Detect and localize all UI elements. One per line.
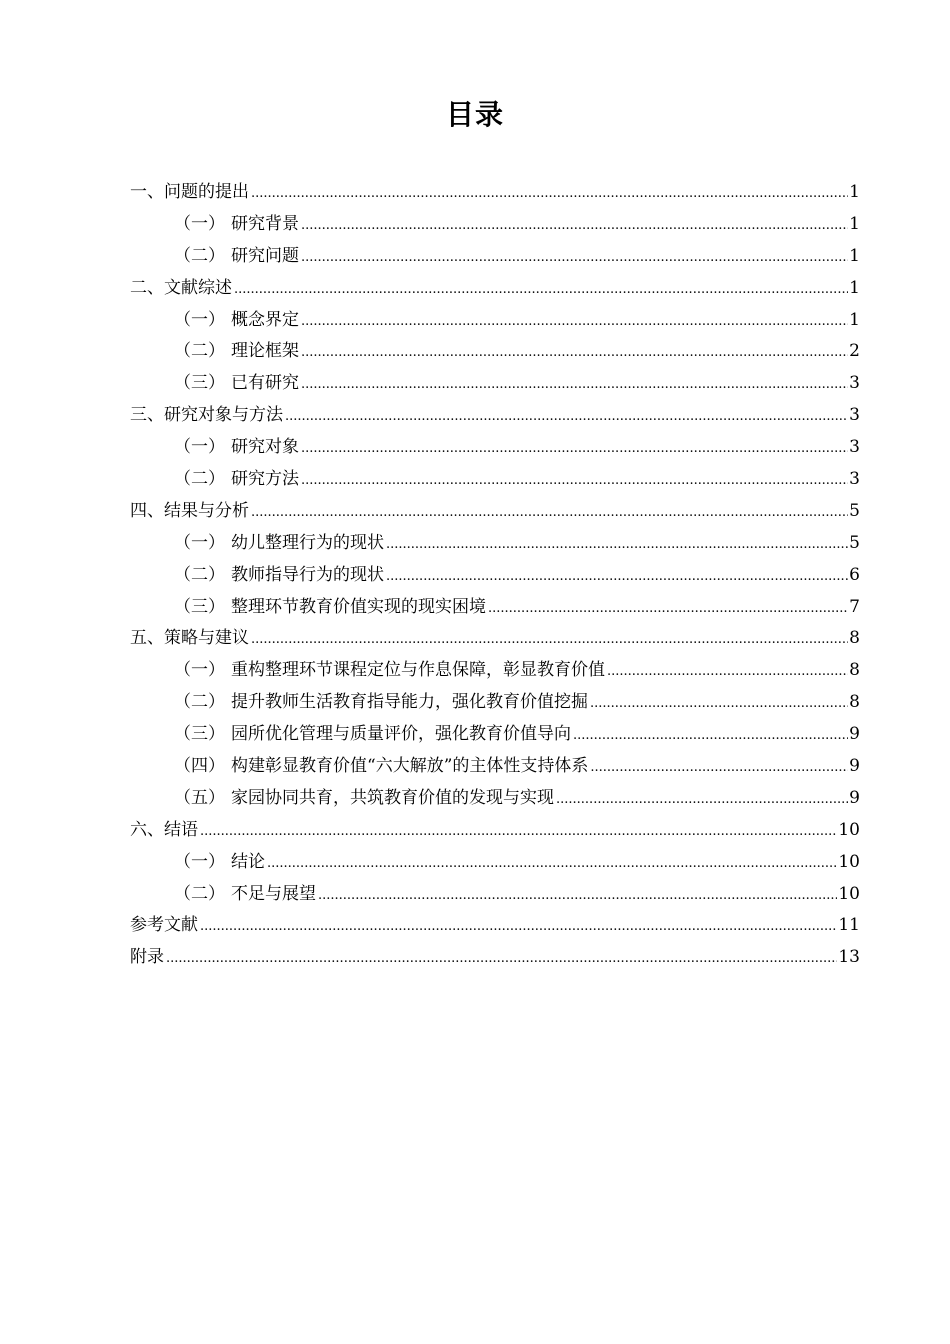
toc-entry-section[interactable]	[130, 910, 860, 942]
toc-entry-number: （一）	[174, 660, 225, 681]
toc-dot-leader	[267, 848, 837, 880]
toc-page-number: 1	[849, 309, 860, 330]
toc-dot-leader	[285, 401, 848, 433]
toc-page-number: 2	[849, 341, 860, 362]
toc-entry-number: （一）	[174, 532, 225, 553]
toc-entry-text: 提升教师生活教育指导能力，强化教育价值挖掘	[231, 692, 588, 713]
toc-dot-leader	[234, 274, 848, 306]
toc-entry-label	[174, 336, 299, 368]
toc-entry-text: 重构整理环节课程定位与作息保障，彰显教育价值	[231, 660, 605, 681]
toc-entry-section[interactable]	[130, 942, 860, 974]
toc-entry-label	[174, 305, 299, 337]
toc-entry-number: （三）	[174, 724, 225, 745]
toc-page-number: 9	[849, 787, 860, 808]
toc-entry-text: 附录	[130, 947, 164, 968]
toc-dot-leader	[200, 911, 837, 943]
toc-entry-label	[130, 910, 198, 942]
toc-entry-subsection[interactable]	[130, 783, 860, 815]
toc-entry-label	[130, 815, 198, 847]
toc-entry-label	[174, 751, 588, 783]
toc-entry-text: 五、策略与建议	[130, 628, 249, 649]
toc-entry-text: 三、研究对象与方法	[130, 405, 283, 426]
toc-entry-subsection[interactable]	[130, 432, 860, 464]
toc-page-number: 10	[838, 819, 860, 840]
toc-dot-leader	[556, 784, 848, 816]
toc-page-number: 8	[849, 692, 860, 713]
toc-entry-section[interactable]	[130, 815, 860, 847]
toc-entry-label	[174, 879, 316, 911]
toc-dot-leader	[301, 210, 848, 242]
toc-entry-section[interactable]	[130, 273, 860, 305]
toc-entry-number: （三）	[174, 373, 225, 394]
toc-dot-leader	[251, 178, 848, 210]
toc-entry-label	[174, 241, 299, 273]
toc-page-number: 1	[849, 245, 860, 266]
toc-entry-subsection[interactable]	[130, 528, 860, 560]
toc-page-number: 1	[849, 213, 860, 234]
toc-dot-leader	[573, 720, 848, 752]
toc-entry-text: 研究问题	[231, 245, 299, 266]
toc-entry-label	[174, 655, 605, 687]
toc-entry-subsection[interactable]	[130, 719, 860, 751]
toc-entry-number: （二）	[174, 341, 225, 362]
toc-entry-subsection[interactable]	[130, 847, 860, 879]
table-of-contents	[130, 177, 860, 974]
toc-entry-text: 结论	[231, 851, 265, 872]
toc-dot-leader	[590, 688, 848, 720]
toc-dot-leader	[301, 369, 848, 401]
toc-entry-subsection[interactable]	[130, 305, 860, 337]
toc-entry-label	[174, 528, 384, 560]
toc-entry-text: 概念界定	[231, 309, 299, 330]
toc-page-number: 5	[849, 500, 860, 521]
toc-entry-text: 研究对象	[231, 437, 299, 458]
toc-entry-text: 教师指导行为的现状	[231, 564, 384, 585]
toc-entry-label	[174, 368, 299, 400]
toc-page-number: 3	[849, 405, 860, 426]
toc-entry-text: 园所优化管理与质量评价，强化教育价值导向	[231, 724, 571, 745]
toc-entry-number: （一）	[174, 213, 225, 234]
toc-dot-leader	[301, 337, 848, 369]
toc-entry-number: （二）	[174, 883, 225, 904]
toc-dot-leader	[301, 465, 848, 497]
toc-dot-leader	[301, 433, 848, 465]
toc-entry-label	[130, 400, 283, 432]
toc-entry-label	[130, 273, 232, 305]
toc-entry-number: （二）	[174, 564, 225, 585]
toc-entry-text: 一、问题的提出	[130, 182, 249, 202]
toc-entry-label	[174, 432, 299, 464]
toc-dot-leader	[200, 816, 837, 848]
toc-entry-label	[130, 623, 249, 655]
toc-entry-text: 六、结语	[130, 819, 198, 840]
toc-dot-leader	[590, 752, 848, 784]
toc-page-number: 3	[849, 373, 860, 394]
toc-dot-leader	[251, 624, 848, 656]
toc-entry-subsection[interactable]	[130, 336, 860, 368]
toc-page-number: 13	[838, 947, 860, 968]
toc-page-number: 3	[849, 469, 860, 490]
toc-entry-number: （五）	[174, 787, 225, 808]
toc-entry-label	[130, 177, 249, 209]
toc-page-number: 11	[838, 915, 860, 936]
toc-page-number: 1	[849, 277, 860, 298]
toc-entry-number: （三）	[174, 596, 225, 617]
toc-entry-section[interactable]	[130, 177, 860, 209]
toc-entry-text: 参考文献	[130, 915, 198, 936]
toc-entry-section[interactable]	[130, 623, 860, 655]
toc-entry-text: 幼儿整理行为的现状	[231, 532, 384, 553]
toc-entry-number: （二）	[174, 469, 225, 490]
toc-entry-label	[174, 783, 554, 815]
toc-page-number: 10	[838, 851, 860, 872]
toc-entry-subsection[interactable]	[130, 655, 860, 687]
toc-title: 目录	[445, 98, 504, 131]
toc-dot-leader	[386, 561, 848, 593]
toc-dot-leader	[318, 880, 837, 912]
toc-entry-text: 理论框架	[231, 341, 299, 362]
toc-entry-number: （二）	[174, 692, 225, 713]
toc-page-number: 8	[849, 660, 860, 681]
toc-entry-label	[174, 464, 299, 496]
toc-entry-subsection[interactable]	[130, 592, 860, 624]
toc-page-number: 7	[849, 596, 860, 617]
toc-entry-number: （四）	[174, 756, 225, 777]
toc-dot-leader	[488, 593, 848, 625]
toc-entry-section[interactable]	[130, 400, 860, 432]
toc-entry-label	[130, 496, 249, 528]
toc-dot-leader	[301, 242, 848, 274]
toc-entry-number: （一）	[174, 437, 225, 458]
toc-entry-label	[130, 942, 164, 974]
toc-dot-leader	[166, 943, 837, 975]
toc-entry-subsection[interactable]	[130, 368, 860, 400]
toc-entry-label	[174, 209, 299, 241]
toc-entry-text: 家园协同共育，共筑教育价值的发现与实现	[231, 787, 554, 808]
toc-page-number: 10	[838, 883, 860, 904]
toc-entry-subsection[interactable]	[130, 241, 860, 273]
toc-entry-text: 整理环节教育价值实现的现实困境	[231, 596, 486, 617]
toc-entry-subsection[interactable]	[130, 879, 860, 911]
toc-entry-text: 四、结果与分析	[130, 500, 249, 521]
toc-page-number: 9	[849, 724, 860, 745]
toc-entry-label	[174, 592, 486, 624]
toc-entry-subsection[interactable]	[130, 687, 860, 719]
toc-entry-text: 二、文献综述	[130, 277, 232, 298]
toc-entry-text: 不足与展望	[231, 883, 316, 904]
toc-dot-leader	[251, 497, 848, 529]
toc-entry-subsection[interactable]	[130, 209, 860, 241]
toc-entry-text: 构建彰显教育价值“六大解放”的主体性支持体系	[231, 756, 589, 777]
toc-entry-label	[174, 847, 265, 879]
toc-dot-leader	[386, 529, 848, 561]
toc-dot-leader	[607, 656, 848, 688]
toc-dot-leader	[301, 306, 848, 338]
toc-entry-number: （一）	[174, 309, 225, 330]
toc-page-number: 9	[849, 756, 860, 777]
toc-entry-label	[174, 687, 588, 719]
toc-entry-text: 研究方法	[231, 469, 299, 490]
toc-entry-subsection[interactable]	[130, 560, 860, 592]
toc-entry-section[interactable]	[130, 496, 860, 528]
toc-entry-number: （二）	[174, 245, 225, 266]
toc-page-number: 6	[849, 564, 860, 585]
toc-entry-subsection[interactable]	[130, 464, 860, 496]
toc-page-number: 1	[849, 182, 860, 202]
toc-page-number: 8	[849, 628, 860, 649]
toc-page-number: 3	[849, 437, 860, 458]
toc-entry-text: 研究背景	[231, 213, 299, 234]
toc-entry-label	[174, 719, 571, 751]
toc-entry-number: （一）	[174, 851, 225, 872]
toc-entry-subsection[interactable]	[130, 751, 860, 783]
toc-page-number: 5	[849, 532, 860, 553]
toc-entry-label	[174, 560, 384, 592]
toc-entry-text: 已有研究	[231, 373, 299, 394]
